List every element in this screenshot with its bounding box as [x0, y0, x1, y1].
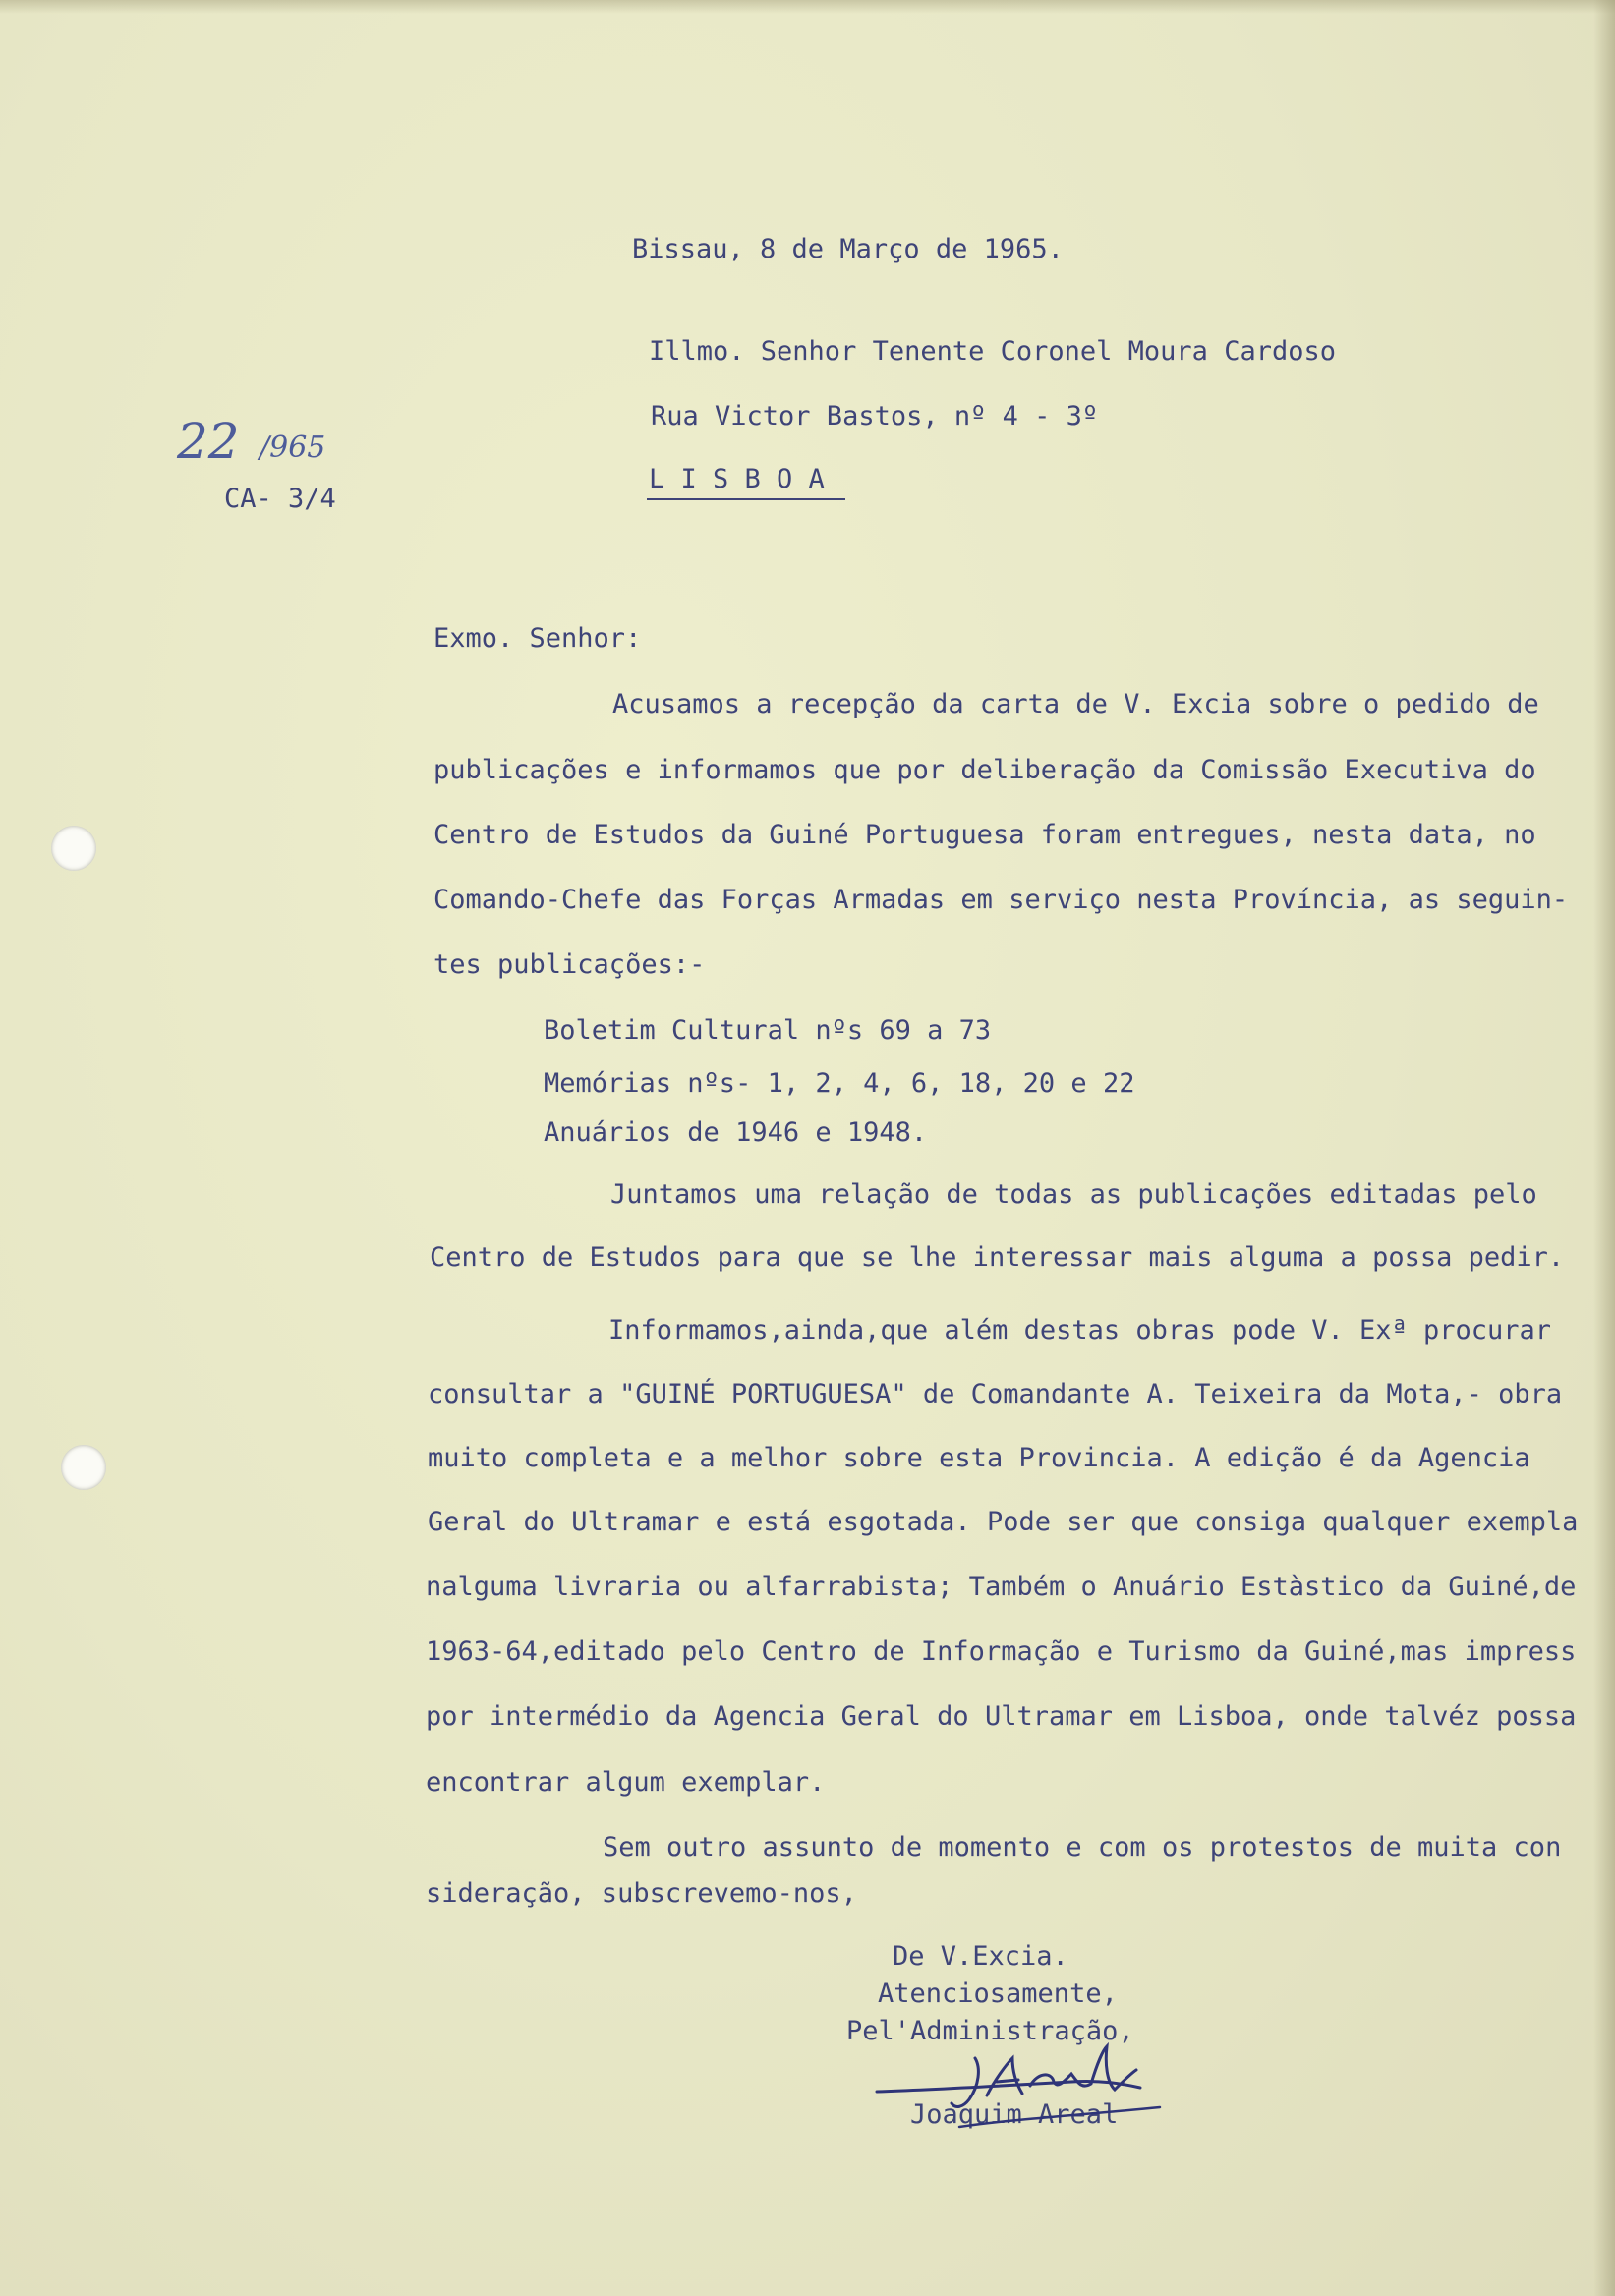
publication-list-item: Boletim Cultural nºs 69 a 73 [544, 1015, 992, 1046]
body-line: Sem outro assunto de momento e com os protestos de muita con [603, 1832, 1562, 1863]
handwritten-reference-number: 22 [177, 413, 240, 470]
body-line: nalguma livraria ou alfarrabista; Também o Anuário Estàstico da Guiné,de [426, 1572, 1577, 1602]
paper-top-shadow [0, 0, 1615, 14]
handwritten-signature [865, 2025, 1180, 2143]
reference-year: /965 [260, 430, 326, 465]
publication-list-item: Anuários de 1946 e 1948. [544, 1118, 928, 1148]
body-line: por intermédio da Agencia Geral do Ultramar em Lisboa, onde talvéz possa [426, 1701, 1577, 1732]
body-line: Centro de Estudos para que se lhe interessar mais alguma a possa pedir. [430, 1242, 1565, 1273]
body-line: Informamos,ainda,que além destas obras pode V. Exª procurar [608, 1315, 1552, 1346]
signatory-name: Joaquim Areal [910, 2099, 1119, 2130]
addressee-street: Rua Victor Bastos, nº 4 - 3º [651, 401, 1099, 431]
body-line: Comando-Chefe das Forças Armadas em serviço nesta Província, as seguin- [433, 885, 1569, 915]
body-line: publicações e informamos que por deliberação da Comissão Executiva do [433, 755, 1536, 785]
body-line: Centro de Estudos da Guiné Portuguesa foram entregues, nesta data, no [433, 820, 1536, 850]
paper-right-shadow [1593, 0, 1615, 2296]
body-line: 1963-64,editado pelo Centro de Informação e Turismo da Guiné,mas impress [426, 1636, 1577, 1667]
reference-code: CA- 3/4 [224, 484, 336, 514]
body-line: sideração, subscrevemo-nos, [426, 1878, 857, 1909]
punch-hole-top [51, 826, 96, 871]
body-line: Juntamos uma relação de todas as publicações editadas pelo [610, 1179, 1537, 1210]
addressee-city: L I S B O A [649, 464, 825, 494]
place-date: Bissau, 8 de Março de 1965. [632, 234, 1064, 264]
salutation: Exmo. Senhor: [433, 623, 642, 654]
closing-line: Pel'Administração, [846, 2016, 1134, 2046]
body-line: encontrar algum exemplar. [426, 1767, 826, 1798]
city-underline [647, 498, 845, 500]
punch-hole-bottom [61, 1445, 106, 1490]
closing-line: De V.Excia. [893, 1941, 1068, 1972]
body-line: Geral do Ultramar e está esgotada. Pode ser que consiga qualquer exempla [428, 1507, 1579, 1537]
body-line: consultar a "GUINÉ PORTUGUESA" de Comandante A. Teixeira da Mota,- obra [428, 1379, 1563, 1409]
body-line: tes publicações:- [433, 949, 706, 980]
publication-list-item: Memórias nºs- 1, 2, 4, 6, 18, 20 e 22 [544, 1068, 1135, 1099]
addressee-name: Illmo. Senhor Tenente Coronel Moura Cardoso [649, 336, 1336, 367]
body-line: muito completa e a melhor sobre esta Provincia. A edição é da Agencia [428, 1443, 1530, 1473]
closing-line: Atenciosamente, [878, 1979, 1118, 2009]
body-line: Acusamos a recepção da carta de V. Excia sobre o pedido de [612, 689, 1539, 719]
